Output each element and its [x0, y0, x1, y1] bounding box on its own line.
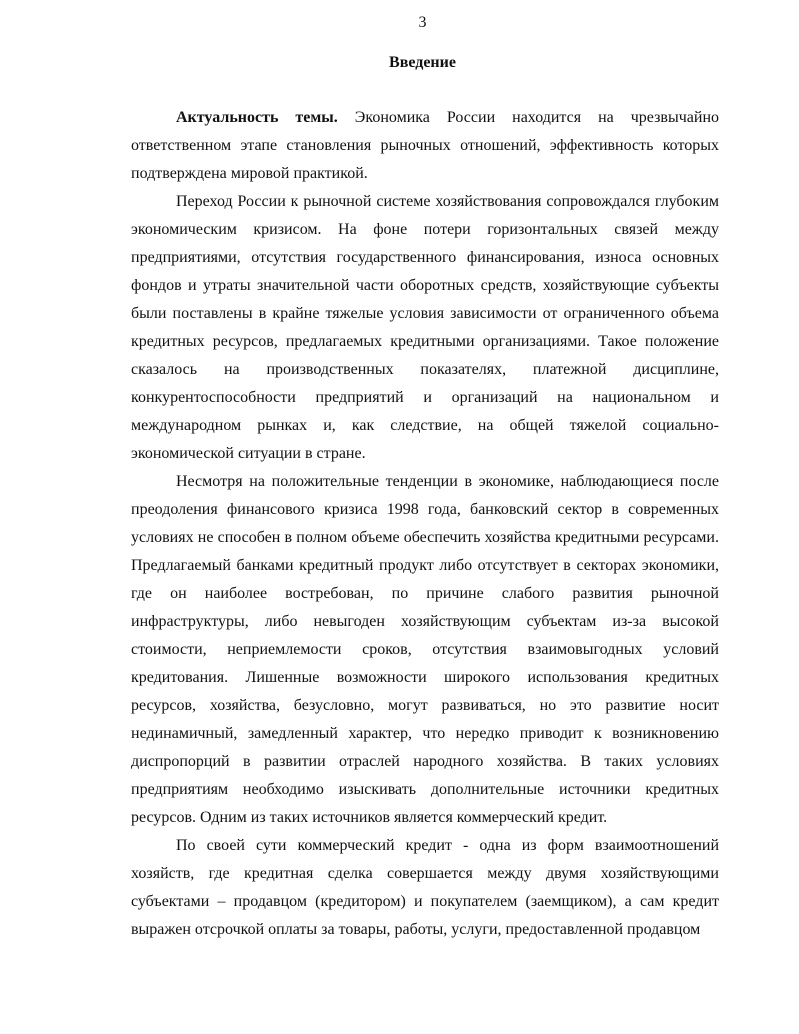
paragraph-transition: Переход России к рыночной системе хозяйствования сопровождался глубоким экономическим кризисом. На фоне потери горизонтальных связей между предприятиями, отсутствия государственного финансирования, износа основных фондов и утраты значительной части оборотных средств, хозяйствующие субъекты были поставлены в крайне тяжелые условия зависимости от ограниченного объема кредитных ресурсов, предлагаемых кредитными организациями. Такое положение сказалось на производственных показателях, платежной дисциплине, конкурентоспособности предприятий и организаций на национальном и международном рынках и, как следствие, на общей тяжелой социально-экономической ситуации в стране.	[131, 193, 719, 462]
page-number: 3	[418, 14, 427, 31]
paragraph-relevance	[131, 104, 719, 188]
section-title: Введение	[389, 54, 456, 71]
paragraph-trends: Несмотря на положительные тенденции в экономике, наблюдающиеся после преодоления финансового кризиса 1998 года, банковский сектор в современных условиях не способен в полном объеме обеспечить хозяйства кредитными ресурсами. Предлагаемый банками кредитный продукт либо отсутствует в секторах экономики, где он наиболее востребован, по причине слабого развития рыночной инфраструктуры, либо невыгоден хозяйствующим субъектам из-за высокой стоимости, неприемлемости сроков, отсутствия взаимовыгодных условий кредитования. Лишенные возможности широкого использования кредитных ресурсов, хозяйства, безусловно, могут развиваться, но это развитие носит нединамичный, замедленный характер, что нередко приводит к возникновению диспропорций в развитии отраслей народного хозяйства. В таких условиях предприятиям необходимо изыскивать дополнительные источники кредитных ресурсов. Одним из таких источников является коммерческий кредит.	[131, 473, 719, 826]
paragraph-commercial-credit: По своей сути коммерческий кредит - одна из форм взаимоотношений хозяйств, где кредитная сделка совершается между двумя хозяйствующими субъектами – продавцом (кредитором) и покупателем (заемщиком), а сам кредит выражен отсрочкой оплаты за товары, работы, услуги, предоставленной продавцом	[131, 837, 719, 938]
paragraph-lead: Актуальность темы.	[176, 109, 338, 126]
body-text	[131, 104, 719, 944]
paragraph-text: Экономика России находится на чрезвычайно ответственном этапе становления рыночных отношений, эффективность которых подтверждена мировой практикой.	[131, 109, 720, 182]
